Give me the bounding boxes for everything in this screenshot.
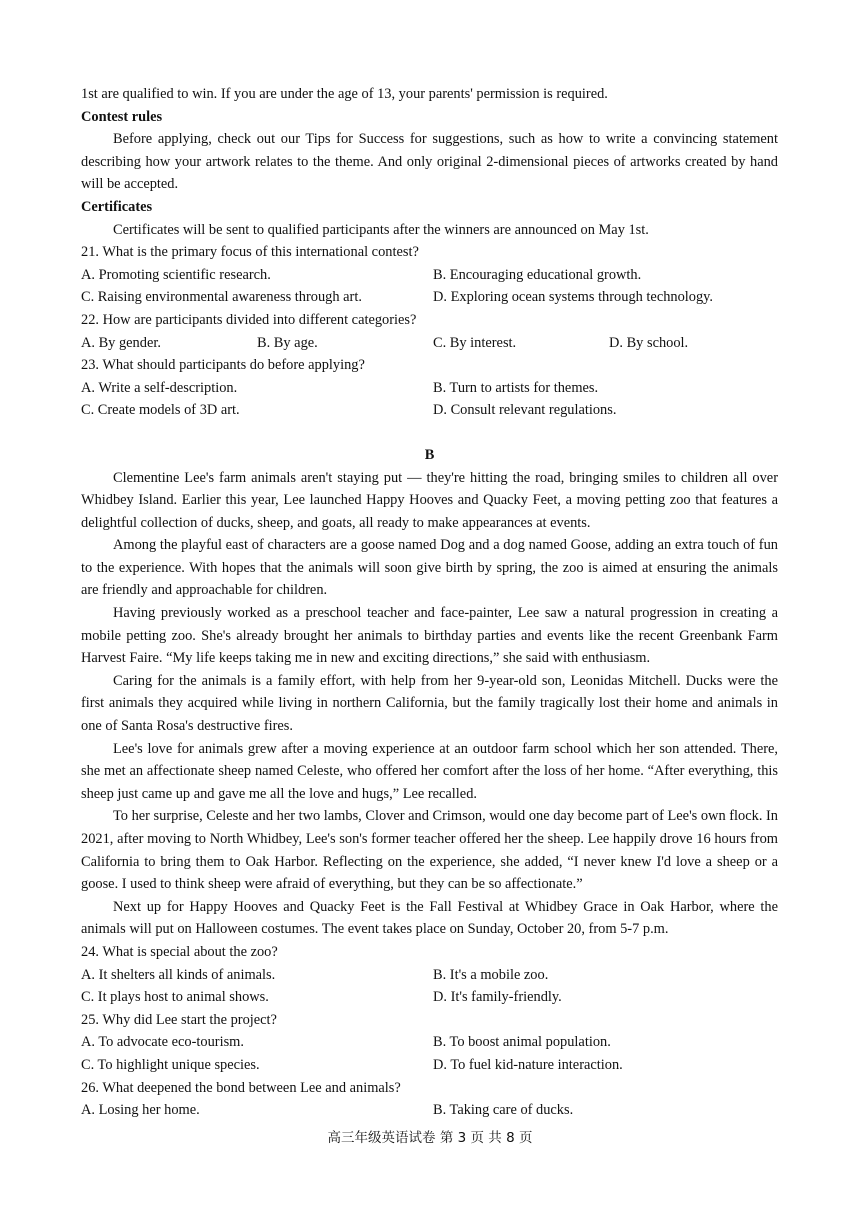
- option-23-c: C. Create models of 3D art.: [81, 402, 240, 419]
- option-21-a: A. Promoting scientific research.: [81, 266, 271, 283]
- option-23-a: A. Write a self-description.: [81, 379, 238, 396]
- passage-paragraph: Lee's love for animals grew after a moving experience at an outdoor farm school which her son attended. There, she met an affectionate sheep named Celeste, who offered her comfort after the loss of her home. “After everything, this sheep just came up and gave me all the love and hugs,” Lee recalled.: [81, 740, 778, 802]
- question-26-options: [81, 1099, 778, 1122]
- question-24-stem: 24. What is special about the zoo?: [81, 943, 278, 960]
- passage-paragraph: Having previously worked as a preschool teacher and face-painter, Lee saw a natural progression in creating a mobile petting zoo. She's already brought her animals to birthday parties and events like the recent Greenbank Farm Harvest Faire. “My life keeps taking me in new and exciting directions,” she said with enthusiasm.: [81, 605, 778, 667]
- passage-paragraph: Caring for the animals is a family effort, with help from her 9-year-old son, Leonidas Mitchell. Ducks were the first animals they acquired while living in northern California, but the family tragically lost their home and animals in one of Santa Rosa's destructive fires.: [81, 672, 778, 735]
- question-25-stem: 25. Why did Lee start the project?: [81, 1011, 277, 1028]
- option-22-a: A. By gender.: [81, 334, 161, 351]
- question-21-options: [81, 264, 778, 309]
- question-26-stem: 26. What deepened the bond between Lee and animals?: [81, 1079, 401, 1096]
- option-25-c: C. To highlight unique species.: [81, 1056, 260, 1073]
- question-23-stem: 23. What should participants do before applying?: [81, 357, 365, 374]
- section-b-passage: [81, 467, 778, 941]
- option-26-a: A. Losing her home.: [81, 1102, 200, 1119]
- option-24-b: B. It's a mobile zoo.: [433, 966, 549, 983]
- passage-paragraph: Next up for Happy Hooves and Quacky Feet is the Fall Festival at Whidbey Grace in Oak Harbor, where the animals will put on Halloween costumes. The event takes place on Sunday, October 20, from 5-7 p.m.: [81, 898, 778, 938]
- question-23-options: [81, 377, 778, 422]
- carryover-line: 1st are qualified to win. If you are under the age of 13, your parents' permission is required.: [81, 86, 608, 102]
- option-24-c: C. It plays host to animal shows.: [81, 989, 269, 1006]
- passage-paragraph: Among the playful east of characters are a goose named Dog and a dog named Goose, adding an extra touch of fun to the experience. With hopes that the animals will soon give birth by spring, the zoo is aimed at ensuring the animals are friendly and approachable for children.: [81, 537, 778, 599]
- question-21-stem: 21. What is the primary focus of this international contest?: [81, 244, 419, 261]
- question-25: [81, 1009, 778, 1077]
- option-24-a: A. It shelters all kinds of animals.: [81, 966, 276, 983]
- question-24: [81, 941, 778, 1009]
- page-content: [81, 83, 778, 1122]
- question-22-stem: 22. How are participants divided into different categories?: [81, 311, 417, 328]
- option-25-b: B. To boost animal population.: [433, 1034, 611, 1051]
- question-22-options: [81, 332, 778, 355]
- question-24-options: [81, 964, 778, 1009]
- option-21-d: D. Exploring ocean systems through technology.: [433, 289, 714, 306]
- certificates-text: Certificates will be sent to qualified participants after the winners are announced on May 1st.: [113, 221, 649, 238]
- option-26-b: B. Taking care of ducks.: [433, 1102, 574, 1119]
- option-23-d: D. Consult relevant regulations.: [433, 402, 617, 419]
- question-23: [81, 354, 778, 422]
- certificates-heading: Certificates: [81, 198, 153, 215]
- option-21-b: B. Encouraging educational growth.: [433, 266, 642, 283]
- question-22: [81, 309, 778, 354]
- contest-rules-text: Before applying, check out our Tips for Success for suggestions, such as how to write a convincing statement describing how your artwork relates to the theme. And only original 2-dimensional pieces of artworks created by hand will be accepted.: [81, 131, 778, 193]
- page-footer: 高三年级英语试卷 第 3 页 共 8 页: [327, 1130, 533, 1146]
- option-22-d: D. By school.: [609, 334, 689, 351]
- question-26: [81, 1077, 778, 1122]
- option-25-a: A. To advocate eco-tourism.: [81, 1034, 244, 1051]
- option-21-c: C. Raising environmental awareness through art.: [81, 289, 362, 306]
- section-b-title: B: [424, 446, 435, 463]
- contest-rules-heading: Contest rules: [81, 108, 163, 125]
- option-25-d: D. To fuel kid-nature interaction.: [433, 1056, 623, 1073]
- option-24-d: D. It's family-friendly.: [433, 989, 562, 1006]
- passage-paragraph: Clementine Lee's farm animals aren't staying put — they're hitting the road, bringing smiles to children all over Whidbey Island. Earlier this year, Lee launched Happy Hooves and Quacky Feet, a moving petting zoo that features a delightful collection of ducks, sheep, and goats, all ready to make appearances at events.: [81, 469, 778, 531]
- option-22-c: C. By interest.: [433, 334, 517, 351]
- passage-paragraph: To her surprise, Celeste and her two lambs, Clover and Crimson, would one day become part of Lee's own flock. In 2021, after moving to North Whidbey, Lee's son's former teacher offered her the sheep. Lee happily drove 16 hours from California to bring them to Oak Harbor. Reflecting on the experience, she added, “I never knew I'd love a sheep or a goose. I used to think sheep were afraid of everything, but they can be so affectionate.”: [81, 808, 778, 893]
- question-21: [81, 241, 778, 309]
- option-22-b: B. By age.: [257, 334, 318, 351]
- question-25-options: [81, 1031, 778, 1076]
- option-23-b: B. Turn to artists for themes.: [433, 379, 599, 396]
